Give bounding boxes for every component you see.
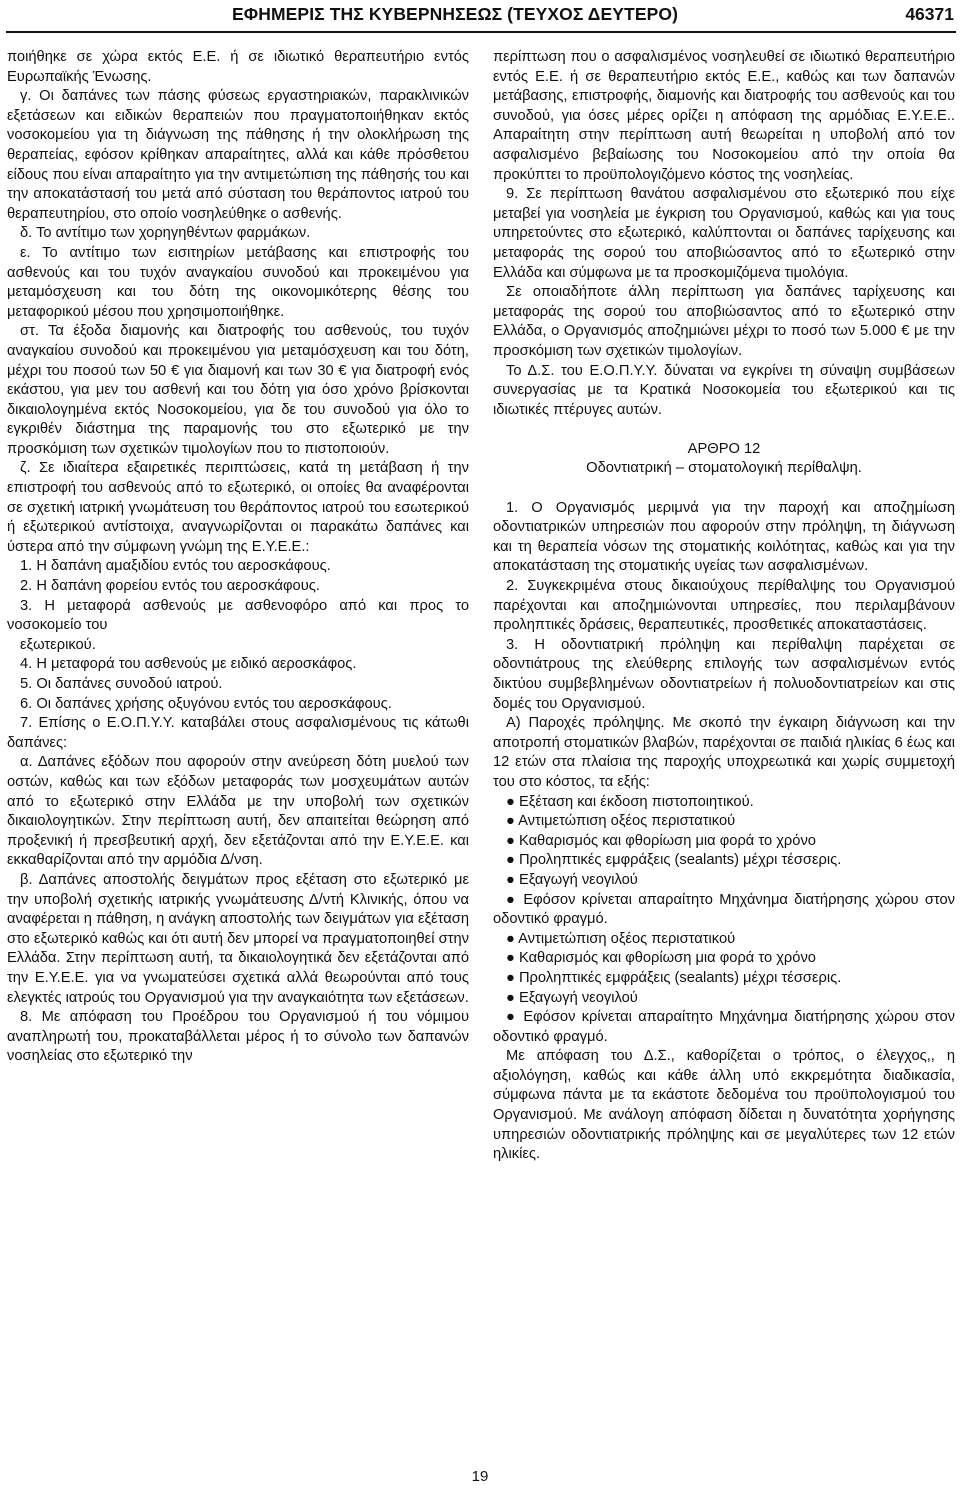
bullet-item: ● Αντιμετώπιση οξέος περιστατικού [506,930,736,947]
paragraph: 8. Με απόφαση του Προέδρου του Οργανισμού ή του νόμιμου αναπληρωτή του, προκαταβάλλεται μέρος ή το σύνολο των δαπανών νοσηλείας στο εξωτερικό την [7,1009,469,1065]
right-column [493,48,955,1165]
page-header [0,0,960,34]
left-column [7,48,469,1067]
paragraph: ποιήθηκε σε χώρα εκτός Ε.Ε. ή σε ιδιωτικό θεραπευτήριο εντός Ευρωπαϊκής Ένωσης. [7,49,469,85]
bullet-item: ● Εξαγωγή νεογιλού [506,989,638,1006]
bullet-item: ● Καθαρισμός και φθορίωση μια φορά το χρόνο [506,832,816,849]
paragraph: περίπτωση που ο ασφαλισμένος νοσηλευθεί σε ιδιωτικό θεραπευτήριο εντός Ε.Ε. ή σε θεραπευτήριο εκτός Ε.Ε., καθώς και των δαπανών μετάβασης, επιστροφής, διαμονής και διατροφής του ασθενούς και του συνοδού, για όσες μέρες ορίζει η απόφαση της αρμόδιας Ε.Υ.Ε.Ε.. Απαραίτητη στην περίπτωση αυτή θεωρείται η υποβολή από τον ασφαλισμένο βεβαίωσης του Νοσοκομείου από την οποία θα προκύπτει το προϋπολογιζόμενο κόστος της νοσηλείας. [493,49,955,183]
paragraph: α. Δαπάνες εξόδων που αφορούν στην ανεύρεση δότη μυελού των οστών, καθώς και των εξόδων μεταφοράς των μοσχευμάτων αυτών από το εξωτερικό στην Ελλάδα με την υποβολή των σχετικών δικαιολογητικών. Στην περίπτωση αυτή, δεν απαιτείται θεώρηση από προξενική ή πρεσβευτική αρχή, δεν εξετάζονται από την Ε.Υ.Ε.Ε. και εκκαθαρίζονται από την αρμόδια Δ/νση. [7,754,469,869]
paragraph: δ. Το αντίτιμο των χορηγηθέντων φαρμάκων. [20,225,311,242]
spacer [493,479,955,499]
article-heading: ΑΡΘΡΟ 12 [687,440,761,457]
paragraph: 3. Η οδοντιατρική πρόληψη και περίθαλψη παρέχεται σε οδοντιάτρους της ελεύθερης επιλογής των ασφαλισμένων εντός δικτύου συμβεβλημένων οδοντιατρείων ή πολυοδοντιατρείων και στις δομές του Οργανισμού. [493,636,955,712]
article-title: Οδοντιατρική – στοματολογική περίθαλψη. [586,460,862,477]
paragraph: 1. Ο Οργανισμός μεριμνά για την παροχή και αποζημίωση οδοντιατρικών υπηρεσιών που αφορούν στην πρόληψη, τη διάγνωση και τη θεραπεία νόσων της στοματικής κοιλότητας, καθώς και για την αποκατάσταση της στοματικής υγείας των ασφαλισμένων. [493,499,955,575]
header-rule [6,31,956,33]
footer-page-number: 19 [471,1468,489,1485]
paragraph: β. Δαπάνες αποστολής δειγμάτων προς εξέταση στο εξωτερικό με την υποβολή σχετικής ιατρικής γνωμάτευσης Δ/ντή Κλινικής, όπου να αναφέρεται η πάθηση, η ανάγκη αποστολής των δειγμάτων για εξέταση στο εξωτερικό καθώς και ότι αυτή δεν μπορεί να πραγματοποιηθεί στην Ελλάδα. Στην περίπτωση αυτή, τα δικαιολογητικά δεν εξετάζονται από την Ε.Υ.Ε.Ε. για να γνωματεύσει σχετικά αλλά θεωρούνται από τους ελεγκτές ιατρούς του Οργανισμού για την αναγκαιότητα των εξετάσεων. [7,871,469,1006]
paragraph: Το Δ.Σ. του Ε.Ο.Π.Υ.Υ. δύναται να εγκρίνει τη σύναψη συμβάσεων συνεργασίας με τα Κρατικά Νοσοκομεία του εξωτερικού και τις ιδιωτικές πτέρυγες αυτών. [493,362,955,418]
list-item: 5. Οι δαπάνες συνοδού ιατρού. [20,676,223,692]
paragraph: Α) Παροχές πρόληψης. Με σκοπό την έγκαιρη διάγνωση και την αποτροπή στοματικών βλαβών, παρέχονται σε παιδιά ηλικίας 6 έως και 12 ετών στα πλαίσια της παροχής υποχρεωτικά και χωρίς συμμετοχή του στο κόστος, τα εξής: [493,715,955,790]
paragraph: Σε οποιαδήποτε άλλη περίπτωση για δαπάνες ταρίχευσης και μεταφοράς της σορού του αποβιώσαντος από το εξωτερικό στην Ελλάδα, ο Οργανισμός αποζημιώνει μέχρι το ποσό των 5.000 € με την προσκόμιση των σχετικών τιμολογίων. [493,284,955,359]
paragraph: 2. Συγκεκριμένα στους δικαιούχους περίθαλψης του Οργανισμού παρέχονται και αποζημιώνονται υπηρεσίες, που περιλαμβάνουν προληπτικές δράσεις, θεραπευτικές, προσθετικές αποκαταστάσεις. [493,578,955,634]
gazette-page-number: 46371 [905,4,954,24]
paragraph: γ. Οι δαπάνες των πάσης φύσεως εργαστηριακών, παρακλινικών εξετάσεων και ειδικών θεραπειών που πραγματοποιήθηκαν εκτός νοσοκομείου για τη διάγνωση της πάθησης ή την ολοκλήρωση της θεραπείας, εφόσον κρίθηκαν απαραίτητες, αλλά και κάθε πρόσθετου είδους που είναι απαραίτητο για την αντιμετώπιση της πάθησής του και την αποκατάστασή του μετά από σύσταση του θεράποντος ιατρού του θεραπευτηρίου, στο οποίο νοσηλεύθηκε ο ασθενής. [7,88,469,222]
bullet-item: ● Αντιμετώπιση οξέος περιστατικού [506,813,736,830]
bullet-item: ● Καθαρισμός και φθορίωση μια φορά το χρόνο [506,950,816,967]
bullet-item: ● Προληπτικές εμφράξεις (sealants) μέχρι τέσσερις. [506,852,842,869]
paragraph: 9. Σε περίπτωση θανάτου ασφαλισμένου στο εξωτερικό που είχε μεταβεί για νοσηλεία με έγκριση του Οργανισμού, καθώς και για τους υπηρετούντες στο εξωτερικό, καλύπτονται οι δαπάνες ταρίχευσης και μεταφοράς της σορού του αποβιώσαντος από το εξωτερικό στην Ελλάδα και σύμφωνα με τα προσκομιζόμενα τιμολόγια. [493,186,955,281]
list-item: 2. Η δαπάνη φορείου εντός του αεροσκάφους. [20,578,320,595]
bullet-item: ● Προληπτικές εμφράξεις (sealants) μέχρι τέσσερις. [506,969,842,986]
bullet-item: ● Εξέταση και έκδοση πιστοποιητικού. [506,793,754,810]
list-item: 3. Η μεταφορά ασθενούς με ασθενοφόρο από και προς το νοσοκομείο του [7,597,469,634]
list-item: 1. Η δαπάνη αμαξιδίου εντός του αεροσκάφους. [20,558,331,575]
paragraph: 7. Επίσης ο Ε.Ο.Π.Υ.Υ. καταβάλει στους ασφαλισμένους τις κάτωθι δαπάνες: [7,715,469,751]
paragraph: ε. Το αντίτιμο των εισιτηρίων μετάβασης και επιστροφής του ασθενούς και του τυχόν αναγκαίου συνοδού και προκειμένου για μεταμόσχευση και του δότη της οικονομικότερης θέσης του μεταφορικού μέσου που χρησιμοποιήθηκε. [7,244,469,320]
list-item: 4. Η μεταφορά του ασθενούς με ειδικό αεροσκάφος. [20,656,357,673]
paragraph: Με απόφαση του Δ.Σ., καθορίζεται ο τρόπος, ο έλεγχος,, η αξιολόγηση, καθώς και κάθε άλλη υπό εκκρεμότητα διαδικασία, σύμφωνα πάντα με τα εκάστοτε δεδομένα του προϋπολογισμού του Οργανισμού. Με ανάλογη απόφαση δίδεται η δυνατότητα χορήγησης υπηρεσιών οδοντιατρικής πρόληψης και σε μεγαλύτερες των 12 ετών ηλικίες. [493,1048,955,1163]
spacer [493,420,955,440]
bullet-item: ● Εξαγωγή νεογιλού [506,871,638,888]
bullet-item: ● Εφόσον κρίνεται απαραίτητο Μηχάνημα διατήρησης χώρου στον οδοντικό φραγμό. [493,1009,955,1045]
list-item: 6. Οι δαπάνες χρήσης οξυγόνου εντός του αεροσκάφους. [20,695,392,712]
list-item-continuation: εξωτερικού. [20,636,96,653]
bullet-item: ● Εφόσον κρίνεται απαραίτητο Μηχάνημα διατήρησης χώρου στον οδοντικό φραγμό. [493,891,955,928]
paragraph: στ. Τα έξοδα διαμονής και διατροφής του ασθενούς, του τυχόν αναγκαίου συνοδού και προκειμένου για μεταμόσχευση και του δότη, μέχρι του ποσού των 50 € για διαμονή και των 30 € για διατροφή ενός εκάστου, για μεν του ασθενή και του δότη για όσο χρόνο βρίσκονται δικαιολογημένα εκτός Νοσοκομείου, για δε του συνοδού για όλο το εγκριθέν διάστημα της παραμονής του στο εξωτερικό με την προσκόμιση των σχετικών τιμολογίων που το πιστοποιούν. [7,323,469,457]
gazette-title: ΕΦΗΜΕΡΙΣ ΤΗΣ ΚΥΒΕΡΝΗΣΕΩΣ (ΤΕΥΧΟΣ ΔΕΥΤΕΡΟ) [232,4,679,24]
paragraph: ζ. Σε ιδιαίτερα εξαιρετικές περιπτώσεις, κατά τη μετάβαση ή την επιστροφή του ασθενούς από το εξωτερικό, οι οποίες θα αναφέρονται σε σχετική ιατρική γνωμάτευση του θεράποντος ιατρού του εσωτερικού ή εξωτερικού αντίστοιχα, αναγνωρίζονται οι παρακάτω δαπάνες και ύστερα από την σύμφωνη γνώμη της Ε.Υ.Ε.Ε.: [7,460,469,555]
